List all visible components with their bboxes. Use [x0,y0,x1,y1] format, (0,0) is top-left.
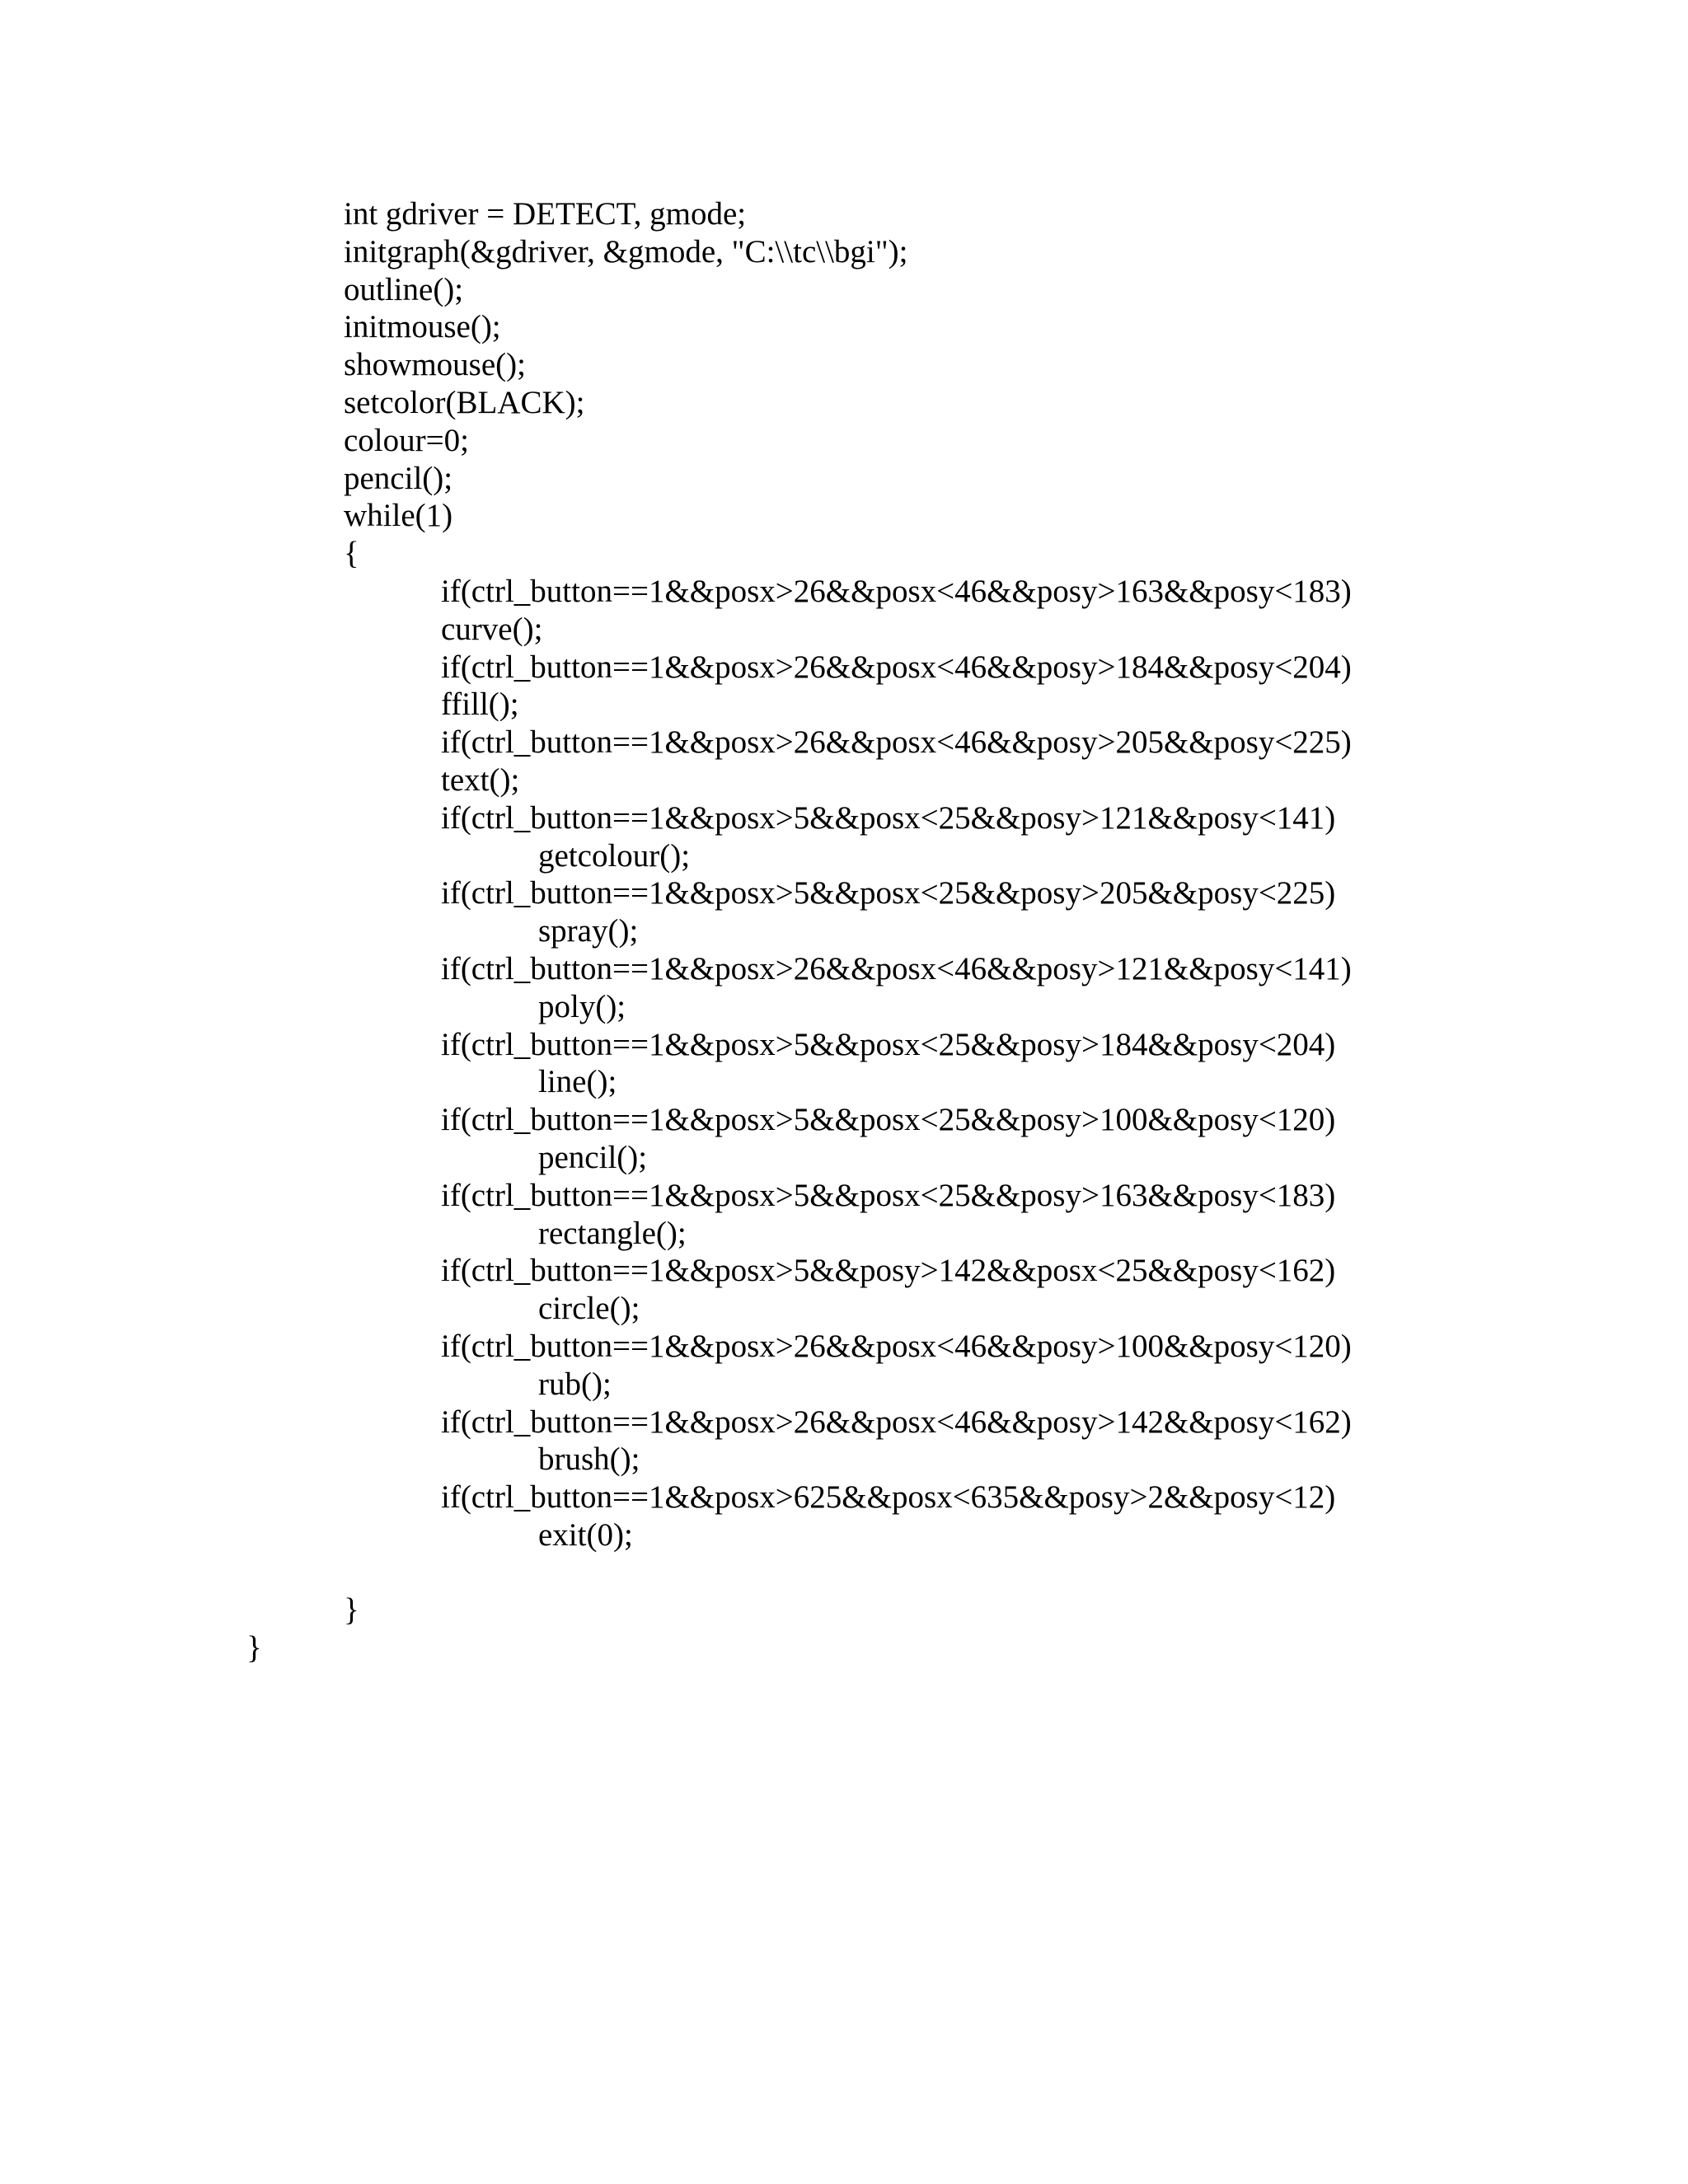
code-line: showmouse(); [344,347,526,383]
code-line: if(ctrl_button==1&&posx>26&&posx<46&&posy>184&&posy<204) [441,649,1352,685]
code-line: while(1) [344,498,453,534]
code-line: circle(); [538,1291,640,1327]
code-listing [0,195,1688,1667]
code-line: if(ctrl_button==1&&posx>5&&posx<25&&posy>100&&posy<120) [441,1102,1336,1138]
code-line: initgraph(&gdriver, &gmode, "C:\\tc\\bgi"); [344,233,908,269]
code-line: pencil(); [538,1139,648,1175]
code-line: int gdriver = DETECT, gmode; [344,196,747,232]
code-line: setcolor(BLACK); [344,384,585,420]
code-line: if(ctrl_button==1&&posx>26&&posx<46&&posy>163&&posy<183) [441,573,1352,609]
code-line: if(ctrl_button==1&&posx>5&&posx<25&&posy>163&&posy<183) [441,1177,1336,1213]
code-line: curve(); [441,611,543,647]
code-line: getcolour(); [538,837,691,874]
code-line: outline(); [344,271,464,307]
code-line: rub(); [538,1366,612,1402]
code-line: initmouse(); [344,309,501,345]
code-line: ffill(); [441,687,519,723]
code-line [0,1554,1688,1592]
code-line: pencil(); [344,460,453,496]
code-line: if(ctrl_button==1&&posx>5&&posx<25&&posy>184&&posy<204) [441,1026,1336,1062]
code-line: if(ctrl_button==1&&posx>26&&posx<46&&posy>121&&posy<141) [441,950,1352,987]
code-line: rectangle(); [538,1215,687,1251]
code-line: if(ctrl_button==1&&posx>26&&posx<46&&posy>142&&posy<162) [441,1404,1352,1440]
code-line: spray(); [538,913,639,949]
code-line: line(); [538,1064,617,1100]
code-line: colour=0; [344,422,469,458]
code-line: if(ctrl_button==1&&posx>5&&posy>142&&posx<25&&posy<162) [441,1253,1336,1289]
code-line: poly(); [538,988,626,1024]
code-line: } [344,1592,359,1629]
code-line: } [246,1630,262,1666]
code-line: { [344,536,359,572]
code-line: if(ctrl_button==1&&posx>625&&posx<635&&posy>2&&posy<12) [441,1479,1336,1516]
code-line: if(ctrl_button==1&&posx>26&&posx<46&&posy>100&&posy<120) [441,1328,1352,1364]
code-line: brush(); [538,1441,640,1478]
code-line: if(ctrl_button==1&&posx>5&&posx<25&&posy>121&&posy<141) [441,799,1336,836]
code-line: if(ctrl_button==1&&posx>26&&posx<46&&posy>205&&posy<225) [441,724,1352,761]
code-line: if(ctrl_button==1&&posx>5&&posx<25&&posy>205&&posy<225) [441,875,1336,912]
code-line: exit(0); [538,1516,633,1553]
code-line: text(); [441,762,520,798]
